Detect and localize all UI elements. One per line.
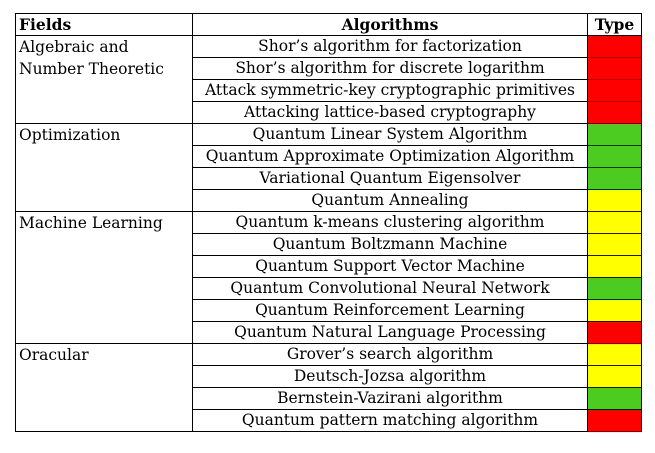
algorithm-cell: Quantum Linear System Algorithm — [193, 124, 588, 146]
type-color-cell — [588, 234, 642, 256]
algorithm-cell: Quantum Natural Language Processing — [193, 322, 588, 344]
type-color-cell — [588, 58, 642, 80]
table-row — [16, 344, 642, 366]
type-color-cell — [588, 80, 642, 102]
algorithm-cell: Quantum Annealing — [193, 190, 588, 212]
field-cell: Oracular — [16, 344, 193, 432]
table-body — [16, 36, 642, 432]
type-color-cell — [588, 366, 642, 388]
algorithm-cell: Quantum Reinforcement Learning — [193, 300, 588, 322]
type-color-cell — [588, 168, 642, 190]
header-fields: Fields — [16, 14, 193, 36]
algorithm-cell: Quantum pattern matching algorithm — [193, 410, 588, 432]
type-color-cell — [588, 410, 642, 432]
algorithm-cell: Quantum Boltzmann Machine — [193, 234, 588, 256]
algorithm-cell: Grover’s search algorithm — [193, 344, 588, 366]
algorithm-cell: Attack symmetric-key cryptographic primitives — [193, 80, 588, 102]
header-row — [16, 14, 642, 36]
field-cell: Optimization — [16, 124, 193, 212]
type-color-cell — [588, 300, 642, 322]
type-color-cell — [588, 256, 642, 278]
algorithm-cell: Quantum Support Vector Machine — [193, 256, 588, 278]
algorithm-cell: Quantum Approximate Optimization Algorithm — [193, 146, 588, 168]
algorithm-cell: Shor’s algorithm for discrete logarithm — [193, 58, 588, 80]
field-cell: Algebraic and Number Theoretic — [16, 36, 193, 124]
field-cell: Machine Learning — [16, 212, 193, 344]
algorithm-cell: Variational Quantum Eigensolver — [193, 168, 588, 190]
header-type: Type — [588, 14, 642, 36]
algorithm-cell: Quantum Convolutional Neural Network — [193, 278, 588, 300]
type-color-cell — [588, 344, 642, 366]
type-color-cell — [588, 146, 642, 168]
type-color-cell — [588, 124, 642, 146]
table-row — [16, 124, 642, 146]
algorithm-cell: Bernstein-Vazirani algorithm — [193, 388, 588, 410]
table-row — [16, 36, 642, 58]
type-color-cell — [588, 322, 642, 344]
table-row — [16, 212, 642, 234]
type-color-cell — [588, 190, 642, 212]
algorithm-cell: Shor’s algorithm for factorization — [193, 36, 588, 58]
algorithm-cell: Deutsch-Jozsa algorithm — [193, 366, 588, 388]
type-color-cell — [588, 212, 642, 234]
algorithm-cell: Attacking lattice-based cryptography — [193, 102, 588, 124]
header-algorithms: Algorithms — [193, 14, 588, 36]
algorithms-table — [15, 13, 642, 432]
type-color-cell — [588, 278, 642, 300]
type-color-cell — [588, 102, 642, 124]
type-color-cell — [588, 388, 642, 410]
algorithm-cell: Quantum k-means clustering algorithm — [193, 212, 588, 234]
type-color-cell — [588, 36, 642, 58]
